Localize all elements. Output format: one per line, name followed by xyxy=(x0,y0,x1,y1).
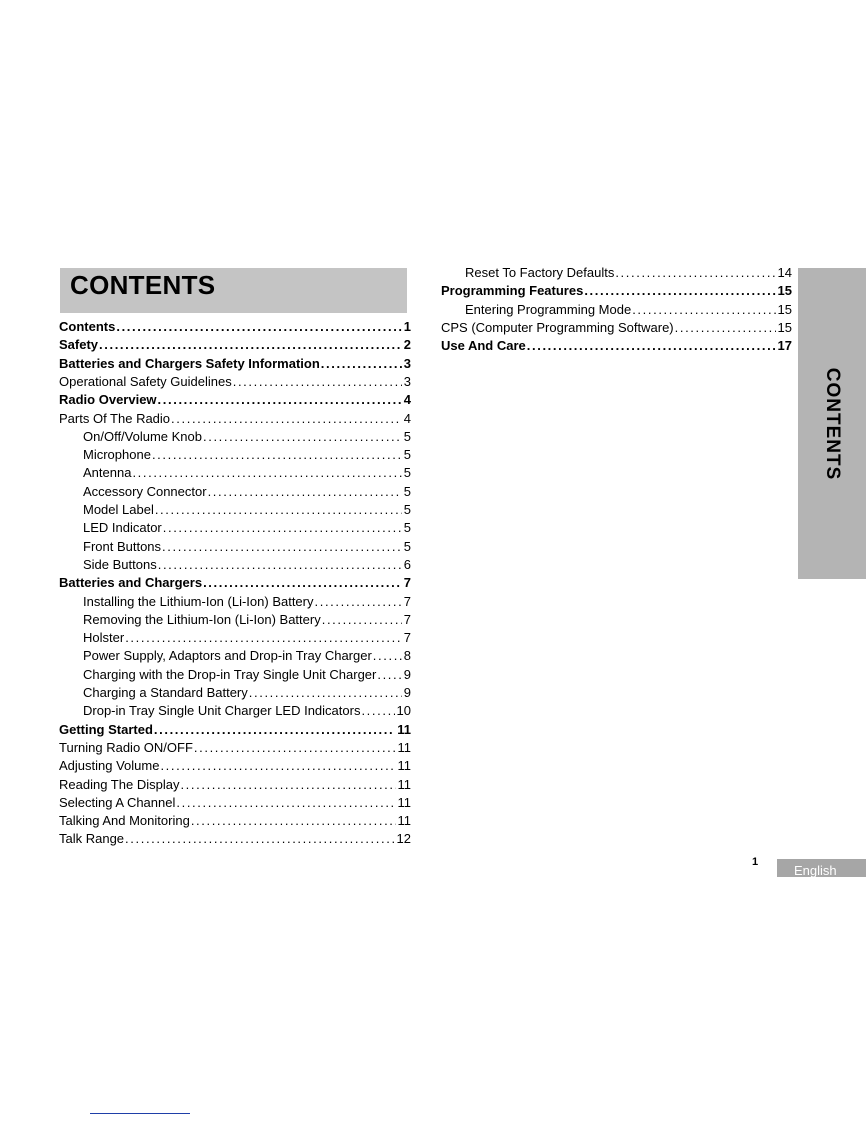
toc-entry-label: Turning Radio ON/OFF xyxy=(59,739,193,755)
toc-entry-page: 10 xyxy=(396,703,411,719)
toc-entry[interactable] xyxy=(59,776,411,794)
toc-entry-page: 2 xyxy=(403,337,411,353)
toc-entry[interactable] xyxy=(59,739,411,757)
toc-leader-dots xyxy=(674,319,776,337)
toc-entry-page: 5 xyxy=(403,465,411,481)
toc-entry[interactable] xyxy=(59,336,411,354)
toc-entry[interactable] xyxy=(83,702,411,720)
toc-leader-dots xyxy=(153,721,395,739)
toc-entry-label: Parts Of The Radio xyxy=(59,410,171,426)
toc-entry-page: 15 xyxy=(777,319,792,335)
toc-entry[interactable] xyxy=(83,666,411,684)
toc-leader-dots xyxy=(360,702,394,720)
toc-entry-label: Reading The Display xyxy=(59,776,180,792)
toc-leader-dots xyxy=(151,446,402,464)
toc-entry-page: 5 xyxy=(403,502,411,517)
toc-entry[interactable] xyxy=(59,721,411,739)
toc-entry-page: 7 xyxy=(403,575,411,591)
side-tab xyxy=(798,268,866,579)
toc-entry-label: Antenna xyxy=(83,465,132,481)
toc-entry-label: Charging a Standard Battery xyxy=(83,685,248,700)
toc-entry[interactable] xyxy=(441,319,792,337)
toc-entry-label: Batteries and Chargers xyxy=(59,575,203,591)
toc-entry-page: 11 xyxy=(397,794,411,810)
toc-leader-dots xyxy=(207,483,402,501)
toc-entry-page: 9 xyxy=(403,685,411,700)
toc-entry[interactable] xyxy=(59,574,411,592)
toc-entry-page: 4 xyxy=(403,410,411,426)
toc-leader-dots xyxy=(321,611,402,629)
page-title: CONTENTS xyxy=(70,270,216,300)
toc-entry[interactable] xyxy=(59,830,411,848)
toc-leader-dots xyxy=(157,391,402,409)
toc-entry[interactable] xyxy=(59,757,411,775)
toc-entry[interactable] xyxy=(83,428,411,446)
toc-entry-page: 17 xyxy=(777,338,792,354)
toc-entry-label: Use And Care xyxy=(441,338,526,354)
toc-leader-dots xyxy=(248,684,402,702)
toc-entry-page: 5 xyxy=(403,520,411,536)
toc-entry-label: Reset To Factory Defaults xyxy=(465,265,615,280)
toc-entry-page: 11 xyxy=(397,739,411,755)
toc-leader-dots xyxy=(190,812,396,830)
page-number: 1 xyxy=(752,856,759,868)
toc-entry[interactable] xyxy=(83,538,411,556)
toc-entry-page: 1 xyxy=(403,319,411,334)
toc-entry[interactable] xyxy=(83,556,411,574)
toc-entry-label: CPS (Computer Programming Software) xyxy=(441,319,674,335)
toc-leader-dots xyxy=(320,355,402,373)
toc-entry-label: Talk Range xyxy=(59,831,125,847)
toc-entry[interactable] xyxy=(59,391,411,409)
toc-entry-page: 11 xyxy=(397,758,411,774)
toc-entry-label: Drop-in Tray Single Unit Charger LED Indicators xyxy=(83,703,361,719)
toc-entry-page: 15 xyxy=(777,283,792,299)
toc-leader-dots xyxy=(631,301,775,319)
toc-entry[interactable] xyxy=(441,337,792,355)
toc-entry-label: Entering Programming Mode xyxy=(465,301,632,317)
toc-entry-page: 7 xyxy=(403,611,411,627)
toc-entry[interactable] xyxy=(59,373,411,391)
toc-leader-dots xyxy=(175,794,395,812)
toc-entry[interactable] xyxy=(59,318,411,336)
toc-entry-label: Operational Safety Guidelines xyxy=(59,373,232,389)
toc-entry-label: Holster xyxy=(83,630,125,646)
toc-leader-dots xyxy=(124,629,402,647)
toc-entry-page: 5 xyxy=(403,538,411,554)
toc-entry-page: 7 xyxy=(403,630,411,646)
toc-entry-label: Charging with the Drop-in Tray Single Unit Charger xyxy=(83,666,377,682)
toc-entry[interactable] xyxy=(83,611,411,629)
toc-leader-dots xyxy=(170,410,402,428)
toc-entry-label: Installing the Lithium-Ion (Li-Ion) Battery xyxy=(83,593,314,609)
toc-leader-dots xyxy=(526,337,776,355)
toc-entry[interactable] xyxy=(83,519,411,537)
toc-leader-dots xyxy=(583,282,775,300)
toc-entry[interactable] xyxy=(465,301,792,319)
toc-entry-label: On/Off/Volume Knob xyxy=(83,428,202,444)
toc-entry-label: Model Label xyxy=(83,502,154,517)
toc-leader-dots xyxy=(193,739,396,757)
toc-entry[interactable] xyxy=(83,501,411,519)
toc-entry-label: Programming Features xyxy=(441,283,584,299)
toc-leader-dots xyxy=(372,647,402,665)
toc-leader-dots xyxy=(614,264,775,282)
toc-entry-label: Removing the Lithium-Ion (Li-Ion) Battery xyxy=(83,611,321,627)
toc-entry[interactable] xyxy=(59,794,411,812)
toc-entry-page: 5 xyxy=(403,428,411,444)
toc-entry-label: Safety xyxy=(59,337,99,353)
toc-entry-page: 6 xyxy=(403,556,411,572)
toc-entry-label: Accessory Connector xyxy=(83,483,207,499)
toc-entry[interactable] xyxy=(83,593,411,611)
toc-entry-page: 3 xyxy=(403,355,411,371)
footnote-rule xyxy=(90,1113,190,1114)
toc-entry-page: 12 xyxy=(396,831,411,847)
toc-entry-page: 14 xyxy=(777,265,792,280)
toc-entry[interactable] xyxy=(83,446,411,464)
language-tab xyxy=(777,859,866,877)
toc-leader-dots xyxy=(124,830,394,848)
toc-leader-dots xyxy=(115,318,401,336)
toc-entry-page: 8 xyxy=(403,648,411,664)
contents-title-box xyxy=(60,268,407,313)
toc-leader-dots xyxy=(314,593,402,611)
toc-leader-dots xyxy=(202,428,402,446)
toc-entry-label: Side Buttons xyxy=(83,556,157,572)
toc-leader-dots xyxy=(154,501,402,519)
toc-entry-label: LED Indicator xyxy=(83,520,162,536)
toc-entry-label: Power Supply, Adaptors and Drop-in Tray Charger xyxy=(83,648,372,664)
toc-entry-page: 11 xyxy=(397,721,411,737)
toc-entry[interactable] xyxy=(83,647,411,665)
toc-entry-page: 7 xyxy=(403,593,411,609)
toc-entry-page: 9 xyxy=(403,666,411,682)
toc-entry[interactable] xyxy=(83,483,411,501)
toc-leader-dots xyxy=(162,519,402,537)
toc-entry-label: Microphone xyxy=(83,447,151,463)
toc-entry-label: Front Buttons xyxy=(83,538,162,554)
toc-entry[interactable] xyxy=(59,355,411,373)
toc-entry[interactable] xyxy=(59,410,411,428)
toc-entry[interactable] xyxy=(83,629,411,647)
toc-leader-dots xyxy=(179,776,395,794)
toc-entry-label: Getting Started xyxy=(59,721,153,737)
toc-entry-page: 3 xyxy=(403,373,411,389)
toc-entry-label: Selecting A Channel xyxy=(59,794,176,810)
toc-entry[interactable] xyxy=(465,264,792,282)
toc-leader-dots xyxy=(232,373,402,391)
toc-entry-page: 5 xyxy=(403,483,411,499)
toc-entry[interactable] xyxy=(83,464,411,482)
toc-leader-dots xyxy=(159,757,395,775)
toc-entry[interactable] xyxy=(83,684,411,702)
toc-leader-dots xyxy=(376,666,401,684)
toc-leader-dots xyxy=(98,336,402,354)
toc-entry-page: 4 xyxy=(403,392,411,408)
toc-entry-label: Adjusting Volume xyxy=(59,758,160,774)
toc-entry-page: 15 xyxy=(777,301,792,317)
toc-entry-label: Batteries and Chargers Safety Information xyxy=(59,355,320,371)
toc-entry-label: Radio Overview xyxy=(59,392,157,408)
side-tab-label: CONTENTS xyxy=(822,367,843,480)
toc-entry-label: Contents xyxy=(59,319,116,334)
toc-entry-page: 5 xyxy=(403,447,411,463)
toc-entry-label: Talking And Monitoring xyxy=(59,813,190,829)
toc-entry[interactable] xyxy=(59,812,411,830)
toc-entry-page: 11 xyxy=(397,776,411,792)
toc-leader-dots xyxy=(157,556,402,574)
toc-leader-dots xyxy=(161,538,402,556)
toc-entry-page: 11 xyxy=(397,813,411,829)
toc-leader-dots xyxy=(131,464,401,482)
toc-leader-dots xyxy=(202,574,402,592)
language-label: English xyxy=(794,863,837,878)
toc-entry[interactable] xyxy=(441,282,792,300)
